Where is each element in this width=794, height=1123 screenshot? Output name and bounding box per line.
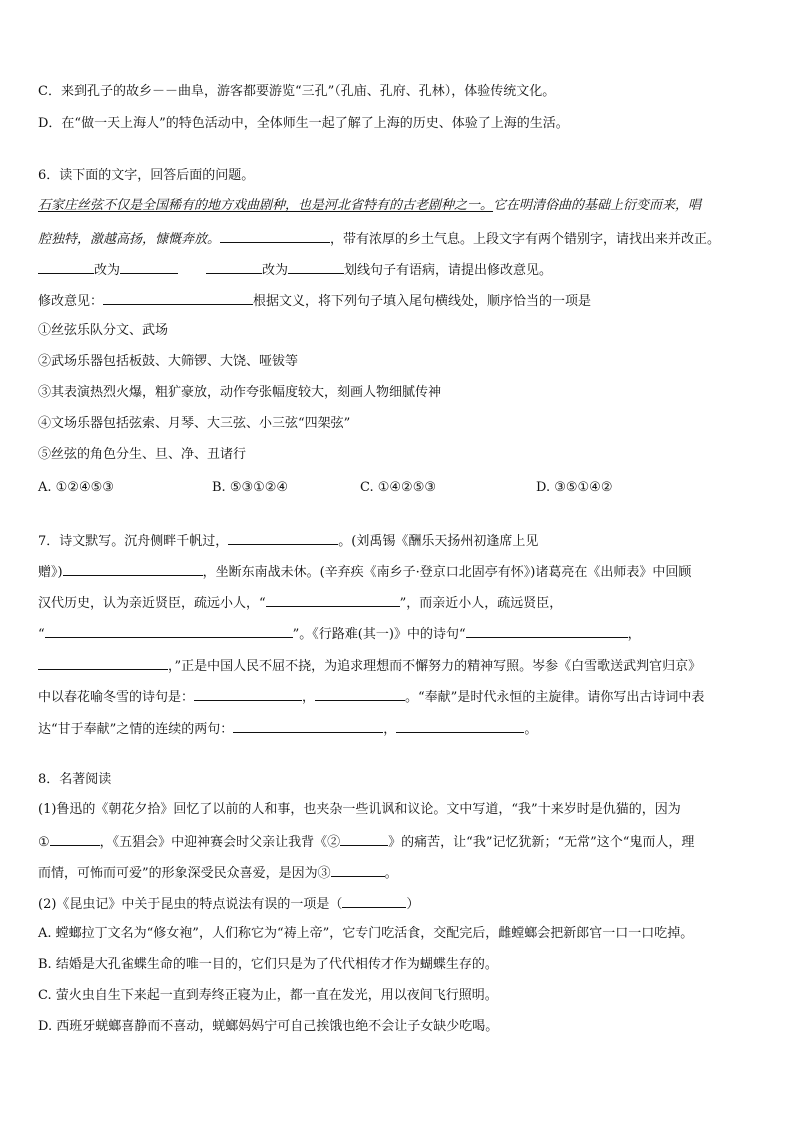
q8-text: ① xyxy=(38,835,50,850)
q6-sentence-4: ④文场乐器包括弦索、月琴、大三弦、小三弦“四架弦” xyxy=(38,416,351,431)
q7-line-2 xyxy=(38,563,691,581)
q8-text: ） xyxy=(406,897,420,912)
q7-line-4 xyxy=(38,625,641,643)
q6-typo-blank-2[interactable] xyxy=(206,261,262,274)
q7-blank-4[interactable] xyxy=(45,625,293,638)
q7-line-7 xyxy=(38,720,537,738)
q7-blank-3[interactable] xyxy=(266,594,400,607)
q7-text: 。“奉献”是时代永恒的主旋律。请你写出古诗词中表 xyxy=(405,690,705,705)
q6-typo-blank-1[interactable] xyxy=(38,261,94,274)
q6-option-d[interactable]: D. ③⑤①④② xyxy=(536,480,613,495)
q7-blank-6[interactable] xyxy=(38,657,168,670)
q7-text: 达“甘于奉献”之情的连续的两句： xyxy=(38,722,234,737)
q6-order-instruction: 根据文义，将下列句子填入尾句横线处，顺序恰当的一项是 xyxy=(253,294,592,309)
q8-option-c[interactable]: C. 萤火虫自生下来起一直到寿终正寝为止，都一直在发光，用以夜间飞行照明。 xyxy=(38,988,498,1003)
q6-sentence-2: ②武场乐器包括板鼓、大筛锣、大饶、哑钹等 xyxy=(38,354,299,369)
q8-text: (2)《昆虫记》中关于昆虫的特点说法有误的一项是（ xyxy=(38,897,343,912)
q6-passage-line-1 xyxy=(38,198,701,214)
q8-blank-3[interactable] xyxy=(331,864,385,877)
q6-passage-text: 它在明清俗曲的基础上衍变而来，唱 xyxy=(493,198,702,213)
q8-part1-line-3 xyxy=(38,864,398,882)
q7-text: ，坐断东南战未休。(辛弃疾《南乡子·登京口北固亭有怀》)诸葛亮在《出师表》中回顾 xyxy=(202,565,692,580)
q7-text: ， xyxy=(627,627,641,642)
q6-sentence-3: ③其表演热烈火爆，粗犷豪放，动作夸张幅度较大，刻画人物细腻传神 xyxy=(38,385,442,400)
q6-passage-line-2 xyxy=(38,230,720,248)
q8-part1-line-2 xyxy=(38,833,694,851)
q6-change-label: 改为 xyxy=(94,263,121,278)
q6-grammar-instruction: 划线句子有语病，请提出修改意见。 xyxy=(344,263,553,278)
q6-underlined-sentence: 石家庄丝弦不仅是全国稀有的地方戏曲剧种，也是河北省特有的古老剧种之一。 xyxy=(38,198,494,213)
q8-text: 而情，可怖而可爱”的形象深受民众喜爱，是因为③ xyxy=(38,866,331,881)
q6-stem: 6．读下面的文字，回答后面的问题。 xyxy=(38,168,255,183)
q6-fix-blank-2[interactable] xyxy=(288,261,344,274)
q7-text: ，”正是中国人民不屈不挠，为追求理想而不懈努力的精神写照。岑参《白雪歌送武判官归京》 xyxy=(168,659,702,674)
q8-part2-stem xyxy=(38,895,419,913)
q6-revision-blank[interactable] xyxy=(103,292,253,305)
q7-text: ”。《行路难(其一)》中的诗句“ xyxy=(292,627,466,642)
q7-text: 。 xyxy=(524,722,538,737)
q6-answer-blank[interactable] xyxy=(220,230,330,243)
q7-text: ”，而亲近小人，疏远贤臣， xyxy=(399,596,563,611)
q7-blank-2[interactable] xyxy=(63,563,203,576)
q7-text: ， xyxy=(383,722,397,737)
q7-blank-7[interactable] xyxy=(194,688,302,701)
q6-sentence-5: ⑤丝弦的角色分生、旦、净、丑诸行 xyxy=(38,447,247,462)
q6-option-c[interactable]: C. ①④②⑤③ xyxy=(360,480,437,495)
q7-blank-10[interactable] xyxy=(396,720,524,733)
q7-line-1 xyxy=(38,532,538,550)
q6-correction-line xyxy=(38,261,552,279)
q7-line-6 xyxy=(38,688,704,706)
q6-revision-line xyxy=(38,292,591,310)
q6-sentence-1: ①丝弦乐队分文、武场 xyxy=(38,323,169,338)
q6-change-label: 改为 xyxy=(262,263,289,278)
q8-blank-4[interactable] xyxy=(342,895,406,908)
q7-text: 中以春花喻冬雪的诗句是： xyxy=(38,690,195,705)
q6-revision-label: 修改意见： xyxy=(38,294,104,309)
q7-text: “ xyxy=(38,627,45,642)
q8-option-b[interactable]: B. 结婚是大孔雀蝶生命的唯一目的，它们只是为了代代相传才作为蝴蝶生存的。 xyxy=(38,957,498,972)
q7-text: 7．诗文默写。沉舟侧畔千帆过， xyxy=(38,534,229,549)
q7-blank-1[interactable] xyxy=(228,532,338,545)
q7-line-5 xyxy=(38,657,701,675)
q6-fix-blank-1[interactable] xyxy=(120,261,178,274)
q8-blank-2[interactable] xyxy=(340,833,388,846)
q7-blank-5[interactable] xyxy=(466,625,628,638)
q7-text: 赠》) xyxy=(38,565,63,580)
q7-blank-9[interactable] xyxy=(233,720,383,733)
q8-text: 。 xyxy=(384,866,398,881)
q7-line-3 xyxy=(38,594,562,612)
q8-part1-line-1: (1)鲁迅的《朝花夕拾》回忆了以前的人和事，也夹杂一些讥讽和议论。文中写道，“我”十来岁时是仇猫的，因为 xyxy=(38,802,681,817)
q6-option-b[interactable]: B. ⑤③①②④ xyxy=(212,480,289,495)
q8-option-d[interactable]: D. 西班牙蜣螂喜静而不喜动，蜣螂妈妈宁可自己挨饿也绝不会让子女缺少吃喝。 xyxy=(38,1019,499,1034)
q5-option-c: C．来到孔子的故乡－－曲阜，游客都要游览“三孔”（孔庙、孔府、孔林），体验传统文化。 xyxy=(38,84,556,99)
q6-passage-text: 腔独特，激越高扬，慷慨奔放。 xyxy=(38,232,221,247)
q8-blank-1[interactable] xyxy=(50,833,100,846)
q7-text: 。(刘禹锡《酬乐天扬州初逢席上见 xyxy=(338,534,539,549)
q8-option-a[interactable]: A. 螳螂拉丁文名为“修女袍”，人们称它为“祷上帝”，它专门吃活食，交配完后，雌螳螂会把新郎官一口一口吃掉。 xyxy=(38,926,694,941)
q7-text: 汉代历史，认为亲近贤臣，疏远小人，“ xyxy=(38,596,266,611)
q7-blank-8[interactable] xyxy=(315,688,405,701)
q8-text: ，《五猖会》中迎神赛会时父亲让我背《② xyxy=(99,835,341,850)
q8-stem: 8．名著阅读 xyxy=(38,772,112,787)
q6-option-a[interactable]: A. ①②④⑤③ xyxy=(38,480,114,495)
q8-text: 》的痛苦，让“我”记忆犹新；“无常”这个“鬼而人，理 xyxy=(388,835,695,850)
q7-text: ， xyxy=(302,690,316,705)
q6-instruction: ，带有浓厚的乡土气息。上段文字有两个错别字，请找出来并改正。 xyxy=(330,232,721,247)
q5-option-d: D．在“做一天上海人”的特色活动中，全体师生一起了解了上海的历史、体验了上海的生活。 xyxy=(38,116,569,131)
